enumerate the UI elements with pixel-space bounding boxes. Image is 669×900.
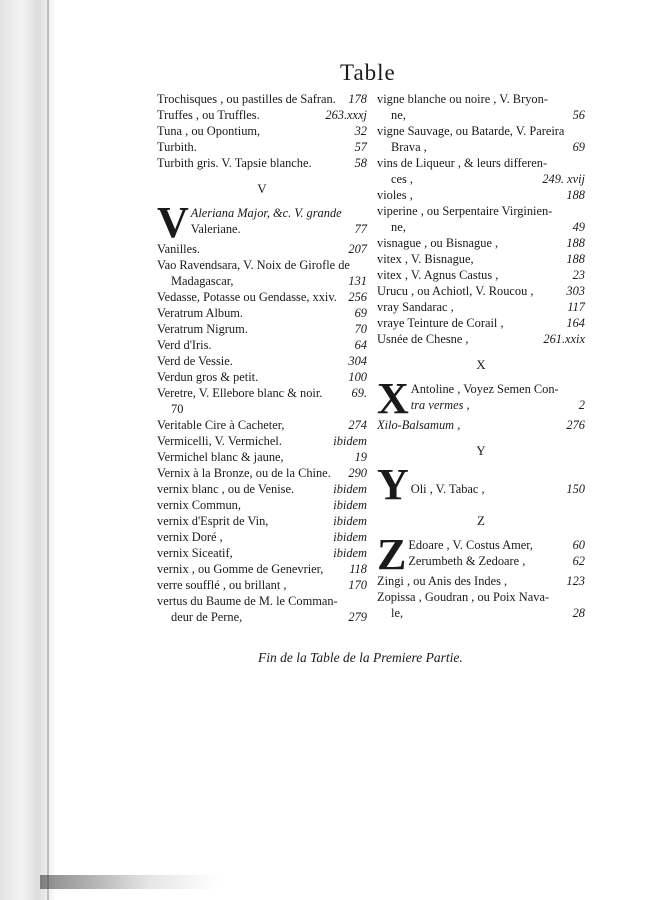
entry-text: Veretre, V. Ellebore blanc & noir. <box>157 386 323 400</box>
section-letter-z: Z <box>477 513 485 528</box>
entry-page: 164 <box>566 316 585 330</box>
index-entry <box>157 561 367 577</box>
z-line-1: Edoare , V. Costus Amer, 60 <box>408 538 585 552</box>
index-entry <box>157 481 367 497</box>
index-entry <box>157 273 367 289</box>
index-entry <box>377 267 585 283</box>
index-entry <box>157 417 367 433</box>
drop-cap-y: Y <box>377 460 409 509</box>
entry-text: vernix Commun, <box>157 498 241 512</box>
entry-text: vertus du Baume de M. le Comman- <box>157 594 338 608</box>
entry-page: 56 <box>572 108 585 122</box>
entry-text: vigne Sauvage, ou Batarde, V. Pareira <box>377 124 565 138</box>
entry-text: ne, <box>391 220 406 234</box>
entry-text: Vao Ravendsara, V. Noix de Girofle de <box>157 258 350 272</box>
entry-text: Verdun gros & petit. <box>157 370 259 384</box>
index-entry <box>377 155 585 171</box>
index-entry <box>157 107 367 123</box>
entry-text: vray Sandarac , <box>377 300 454 314</box>
page-binding-edge <box>0 0 54 900</box>
left-top-entries <box>157 91 367 171</box>
index-entry <box>377 315 585 331</box>
entry-page: 100 <box>348 370 367 384</box>
index-entry <box>157 433 367 449</box>
right-top-entries <box>377 91 585 347</box>
entry-text: Brava , <box>391 140 427 154</box>
scan-smudge <box>40 875 220 889</box>
index-entry <box>157 257 367 273</box>
index-entry <box>377 203 585 219</box>
entry-page: 304 <box>348 354 367 368</box>
entry-page: 19 <box>354 450 367 464</box>
section-letter-x: X <box>476 357 486 372</box>
index-entry <box>157 305 367 321</box>
z-line-2: Zerumbeth & Zedoare , 62 <box>408 554 585 568</box>
entry-page: ibidem <box>333 530 367 544</box>
index-entry <box>157 577 367 593</box>
entry-page: 279 <box>348 610 367 624</box>
entry-page: 207 <box>348 242 367 256</box>
index-entry <box>157 123 367 139</box>
section-x-lead <box>377 374 585 423</box>
entry-text: Urucu , ou Achiotl, V. Roucou , <box>377 284 534 298</box>
entry-text: Usnée de Chesne , <box>377 332 469 346</box>
entry-page: ibidem <box>333 482 367 496</box>
entry-text: Vermichel blanc & jaune, <box>157 450 284 464</box>
index-entry <box>377 171 585 187</box>
entry-page: 69 <box>354 306 367 320</box>
entry-text: vraye Teinture de Corail , <box>377 316 504 330</box>
entry-page: 69. <box>351 386 367 400</box>
entry-page: 303 <box>566 284 585 298</box>
entry-text: vernix d'Esprit de Vin, <box>157 514 269 528</box>
entry-text: vitex , V. Bisnague, <box>377 252 474 266</box>
entry-page: 123 <box>566 574 585 588</box>
entry-page: 28 <box>572 606 585 620</box>
index-entry <box>157 465 367 481</box>
index-entry <box>157 289 367 305</box>
entry-text: 70 <box>171 402 184 416</box>
entry-page: 32 <box>354 124 367 138</box>
index-entry <box>157 321 367 337</box>
index-entry <box>157 513 367 529</box>
entry-page: 188 <box>566 252 585 266</box>
index-entry <box>377 283 585 299</box>
section-letter-y: Y <box>476 443 486 458</box>
index-entry <box>157 155 367 171</box>
right-column <box>377 91 585 621</box>
index-entry <box>377 605 585 621</box>
index-entry <box>157 449 367 465</box>
binding-line <box>47 0 49 900</box>
drop-cap-x: X <box>377 374 409 423</box>
entry-page: 57 <box>354 140 367 154</box>
entry-text: Verd d'Iris. <box>157 338 212 352</box>
entry-page: 170 <box>348 578 367 592</box>
entry-page: 290 <box>348 466 367 480</box>
index-entry <box>157 241 367 257</box>
entry-text: Vernix à la Bronze, ou de la Chine. <box>157 466 331 480</box>
entry-text: Truffes , ou Truffles. <box>157 108 260 122</box>
entry-page: 249. xvij <box>542 172 585 186</box>
x-line-2: tra vermes , 2 <box>410 398 585 412</box>
index-entry <box>377 219 585 235</box>
drop-cap-z: Z <box>377 530 407 579</box>
index-entry <box>157 353 367 369</box>
section-y-lead <box>377 460 585 509</box>
section-z-lead <box>377 530 585 579</box>
lead-line-2: Valeriane. 77 <box>190 222 367 236</box>
index-entry <box>377 187 585 203</box>
entry-text: vernix Siceatif, <box>157 546 233 560</box>
entry-text: vitex , V. Agnus Castus , <box>377 268 499 282</box>
entry-page: 256 <box>348 290 367 304</box>
index-entry <box>157 369 367 385</box>
lead-line-1: Aleriana Major, &c. V. grande <box>190 206 342 220</box>
entry-text: vernix Doré , <box>157 530 223 544</box>
entry-text: Zingi , ou Anis des Indes , <box>377 574 508 588</box>
entry-page: ibidem <box>333 514 367 528</box>
x-line-3: Xilo-Balsamum , 276 <box>377 418 585 432</box>
entry-page: 117 <box>567 300 585 314</box>
entry-text: ces , <box>391 172 414 186</box>
entry-text: Trochisques , ou pastilles de Safran. <box>157 92 336 106</box>
entry-text: deur de Perne, <box>171 610 243 624</box>
entry-text: Vermicelli, V. Vermichel. <box>157 434 282 448</box>
entry-text: viperine , ou Serpentaire Virginien- <box>377 204 553 218</box>
entry-page: ibidem <box>333 546 367 560</box>
entry-page: 131 <box>348 274 367 288</box>
entry-page: 188 <box>566 236 585 250</box>
entry-text: Veratrum Nigrum. <box>157 322 248 336</box>
left-v-entries <box>157 241 367 625</box>
entry-page: 69 <box>572 140 585 154</box>
entry-text: Madagascar, <box>171 274 234 288</box>
entry-page: 188 <box>566 188 585 202</box>
x-line-1: Antoline , Voyez Semen Con- <box>410 382 559 396</box>
entry-text: vernix , ou Gomme de Genevrier, <box>157 562 324 576</box>
index-entry <box>157 385 367 401</box>
index-entry <box>157 593 367 609</box>
index-entry <box>157 337 367 353</box>
index-entry <box>377 589 585 605</box>
entry-page: 261.xxix <box>543 332 585 346</box>
entry-text: Veratrum Album. <box>157 306 244 320</box>
index-entry <box>377 299 585 315</box>
index-entry <box>157 545 367 561</box>
entry-page: 178 <box>348 92 367 106</box>
entry-text: vins de Liqueur , & leurs differen- <box>377 156 548 170</box>
index-entry <box>157 401 367 417</box>
entry-page: 23 <box>572 268 585 282</box>
entry-page: 118 <box>349 562 367 576</box>
entry-text: Veritable Cire à Cacheter, <box>157 418 285 432</box>
entry-page: 49 <box>572 220 585 234</box>
section-v-lead <box>157 198 367 247</box>
entry-text: violes , <box>377 188 413 202</box>
index-entry <box>377 573 585 589</box>
entry-text: Zopissa , Goudran , ou Poix Nava- <box>377 590 550 604</box>
entry-text: Vanilles. <box>157 242 201 256</box>
entry-text: Tuna , ou Opontium, <box>157 124 261 138</box>
entry-text: ne, <box>391 108 406 122</box>
entry-text: verre soufflé , ou brillant , <box>157 578 287 592</box>
entry-page: ibidem <box>333 434 367 448</box>
index-entry <box>377 235 585 251</box>
right-z-entries <box>377 573 585 621</box>
index-entry <box>157 497 367 513</box>
index-entry <box>377 107 585 123</box>
entry-page: 64 <box>354 338 367 352</box>
section-letter-v: V <box>257 181 267 196</box>
end-of-table-note: Fin de la Table de la Premiere Partie. <box>258 650 463 665</box>
entry-text: Turbith gris. V. Tapsie blanche. <box>157 156 312 170</box>
index-entry <box>157 529 367 545</box>
entry-page: 58 <box>354 156 367 170</box>
index-entry <box>157 609 367 625</box>
index-entry <box>157 139 367 155</box>
index-entry <box>377 123 585 139</box>
entry-text: Turbith. <box>157 140 197 154</box>
entry-text: vernix blanc , ou de Venise. <box>157 482 295 496</box>
page-title: Table <box>340 60 396 85</box>
entry-page: 263.xxxj <box>325 108 367 122</box>
index-entry <box>377 331 585 347</box>
entry-text: Verd de Vessie. <box>157 354 233 368</box>
index-entry <box>377 139 585 155</box>
entry-page: ibidem <box>333 498 367 512</box>
entry-text: Vedasse, Potasse ou Gendasse, xxiv. <box>157 290 337 304</box>
entry-page: 274 <box>348 418 367 432</box>
left-column <box>157 91 367 625</box>
index-entry <box>377 91 585 107</box>
entry-text: vigne blanche ou noire , V. Bryon- <box>377 92 548 106</box>
index-entry <box>377 251 585 267</box>
entry-text: le, <box>391 606 404 620</box>
drop-cap-v: V <box>157 198 189 247</box>
entry-text: visnague , ou Bisnague , <box>377 236 499 250</box>
y-line-1: Oli , V. Tabac , 150 <box>410 482 585 496</box>
index-entry <box>157 91 367 107</box>
entry-page: 70 <box>354 322 367 336</box>
